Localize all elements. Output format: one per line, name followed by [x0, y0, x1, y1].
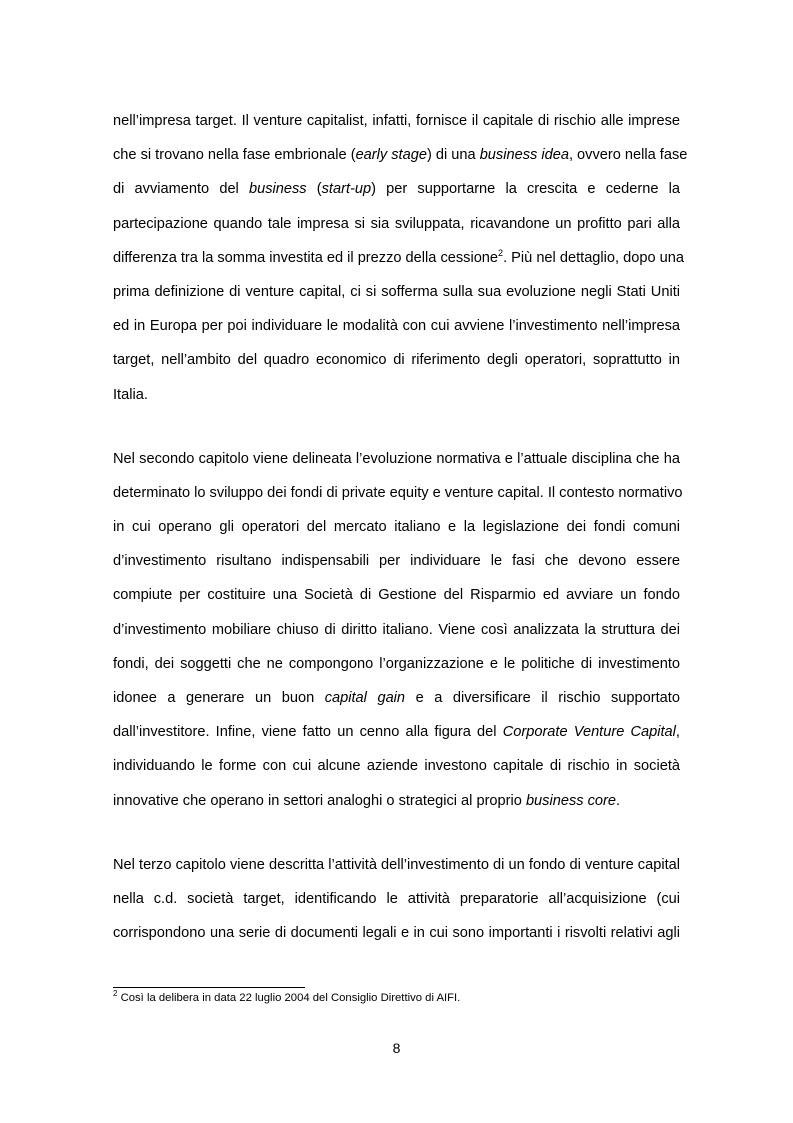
- text-line: d’investimento mobiliare chiuso di diritto italiano. Viene così analizzata la struttura dei: [113, 621, 680, 638]
- text-line: Nel secondo capitolo viene delineata l’evoluzione normativa e l’attuale disciplina che ha: [113, 450, 680, 467]
- text-line: dall’investitore. Infine, viene fatto un cenno alla figura del Corporate Venture Capital,: [113, 724, 680, 741]
- paragraph-1: [113, 104, 688, 412]
- text-line: Italia.: [113, 386, 148, 403]
- text-line: fondi, dei soggetti che ne compongono l’organizzazione e le politiche di investimento: [113, 655, 680, 672]
- footnote-number: 2: [113, 989, 118, 999]
- text-line: partecipazione quando tale impresa si sia sviluppata, ricavandone un profitto pari alla: [113, 215, 680, 232]
- text-line: differenza tra la somma investita ed il prezzo della cessione$^2$. Più nel dettaglio, dopo una: [113, 247, 685, 266]
- text-line: innovative che operano in settori analoghi o strategici al proprio business core.: [113, 792, 621, 809]
- footnote-text: Così la delibera in data 22 luglio 2004 del Consiglio Direttivo di AIFI.: [117, 992, 461, 1004]
- italic-term: Corporate Venture Capital: [502, 724, 676, 741]
- text-line: nella c.d. società target, identificando le attività preparatorie all’acquisizione (cui: [113, 890, 680, 907]
- text-line: corrispondono una serie di documenti legali e in cui sono importanti i risvolti relativi agli: [113, 925, 680, 942]
- italic-term: early stage: [355, 147, 427, 164]
- italic-term: business core: [525, 792, 616, 809]
- text-line: d’investimento risultano indispensabili per individuare le fasi che devono essere: [113, 553, 680, 570]
- text-line: prima definizione di venture capital, ci si sofferma sulla sua evoluzione negli Stati Uniti: [113, 283, 680, 300]
- italic-term: business idea: [479, 147, 569, 164]
- text-line: nell’impresa target. Il venture capitalist, infatti, fornisce il capitale di rischio alle imprese: [113, 113, 680, 129]
- paragraph-2: [113, 442, 683, 818]
- paragraph-3: [113, 848, 680, 951]
- text-line: determinato lo sviluppo dei fondi di private equity e venture capital. Il contesto normativo: [113, 484, 683, 501]
- text-line: compiute per costituire una Società di Gestione del Risparmio ed avviare un fondo: [113, 587, 680, 604]
- page-number: 8: [392, 1040, 401, 1056]
- footnote-separator: [113, 987, 305, 988]
- italic-term: business: [248, 181, 307, 198]
- text-line: idonee a generare un buon capital gain e a diversificare il rischio supportato: [113, 690, 680, 706]
- italic-term: capital gain: [324, 690, 406, 706]
- italic-term: start-up: [321, 181, 372, 198]
- text-line: target, nell’ambito del quadro economico di riferimento degli operatori, soprattutto in: [113, 352, 680, 369]
- text-line: individuando le forme con cui alcune aziende investono capitale di rischio in società: [113, 758, 680, 775]
- text-line: che si trovano nella fase embrionale (early stage) di una business idea, ovvero nella fase: [113, 147, 688, 164]
- text-line: ed in Europa per poi individuare le modalità con cui avviene l’investimento nell’impresa: [113, 318, 680, 335]
- body-text: [113, 104, 688, 950]
- text-line: di avviamento del business (start-up) per supportarne la crescita e cederne la: [113, 181, 680, 198]
- footnote: [113, 989, 461, 1004]
- text-line: Nel terzo capitolo viene descritta l’attività dell’investimento di un fondo di venture capital: [113, 856, 680, 873]
- text-line: in cui operano gli operatori del mercato italiano e la legislazione dei fondi comuni: [113, 519, 680, 536]
- footnote-reference[interactable]: 2: [498, 247, 504, 258]
